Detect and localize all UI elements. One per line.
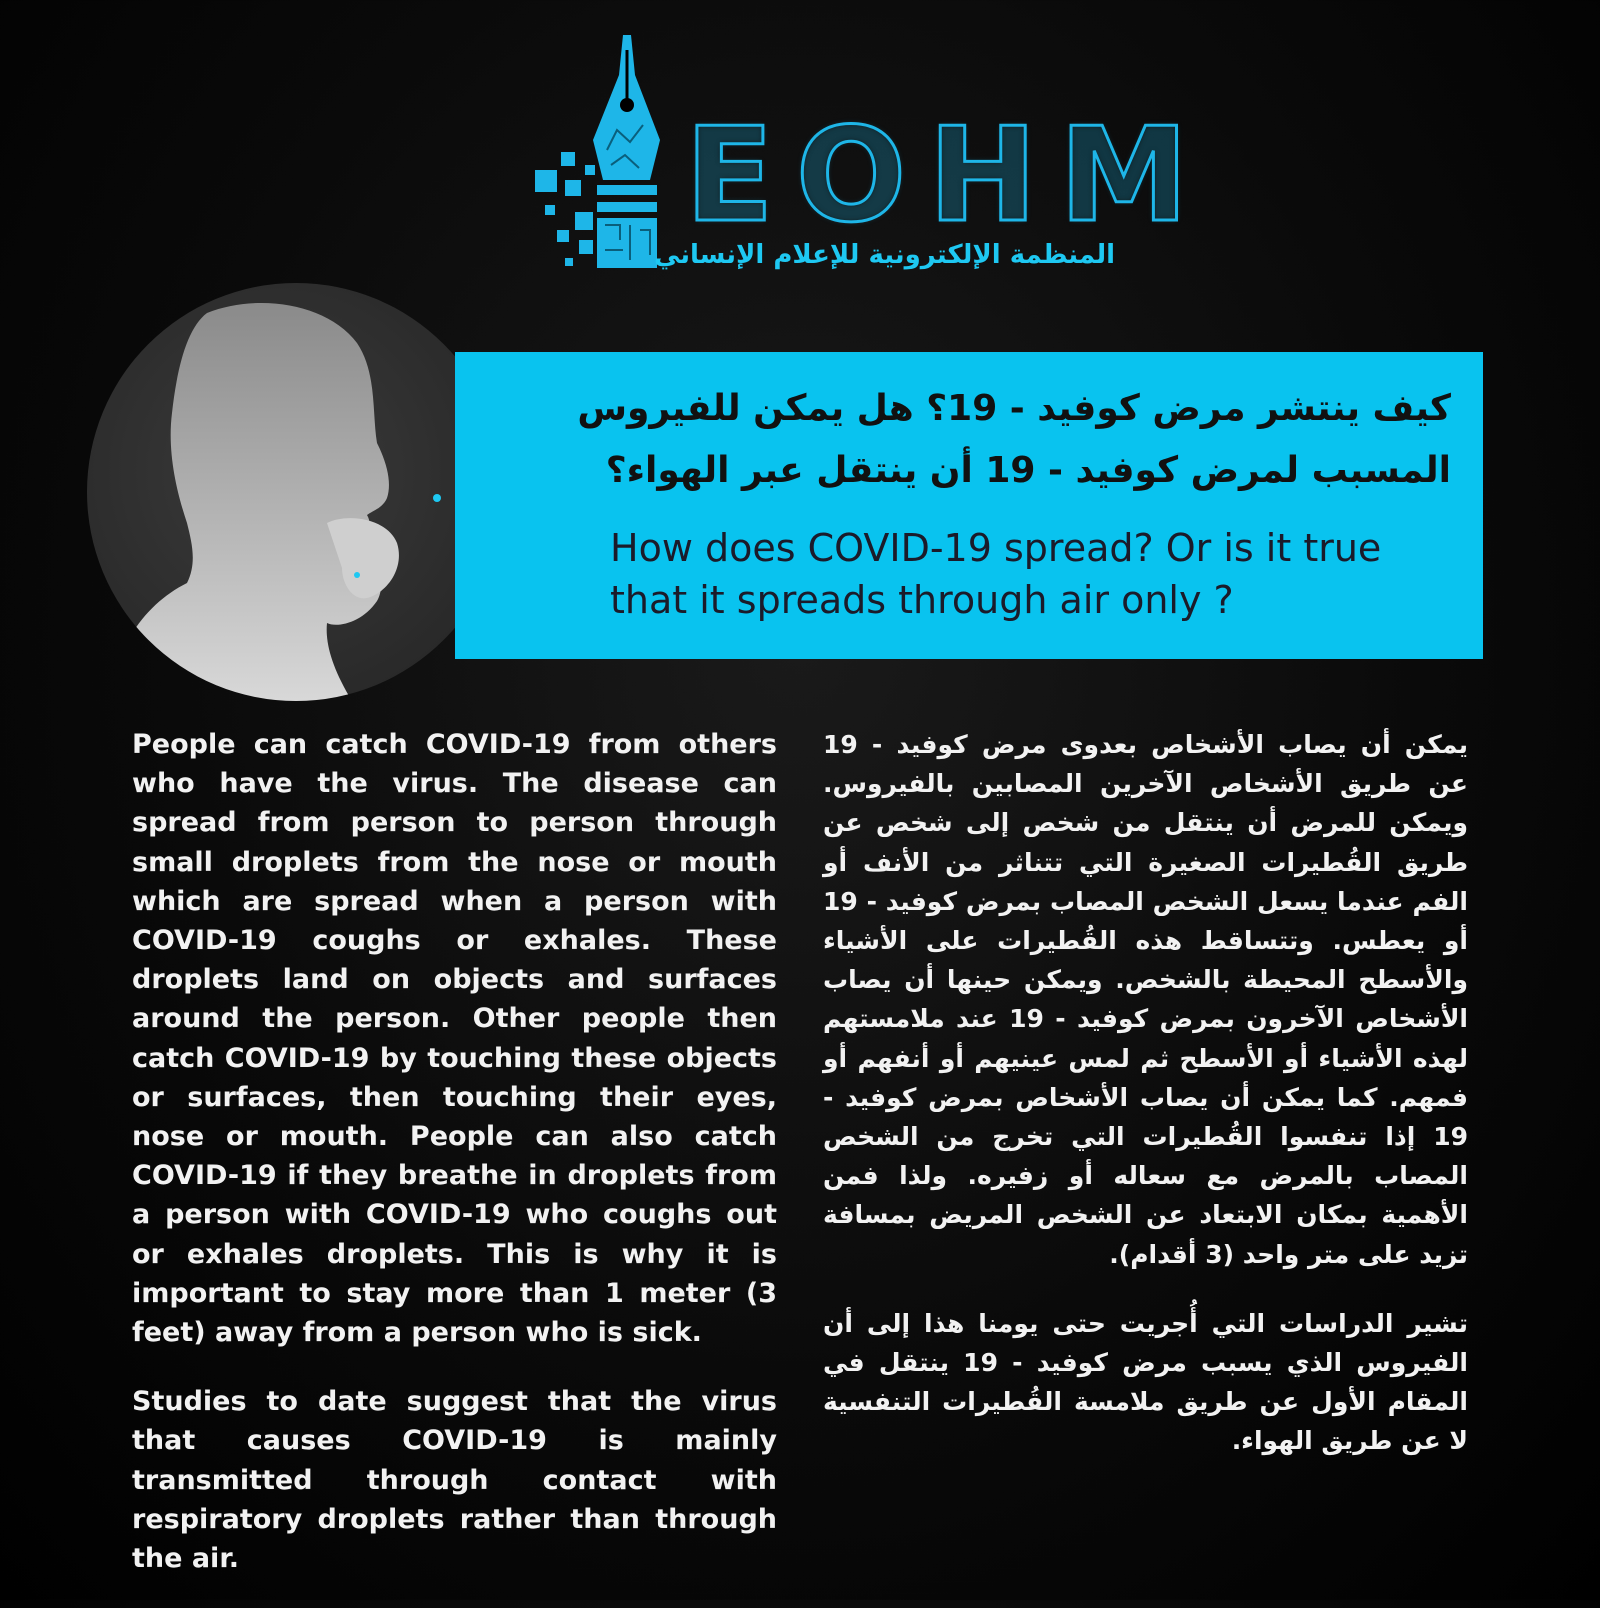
logo-wordmark [685,99,1193,251]
english-paragraph: People can catch COVID-19 from others who have the virus. The disease can spread from person to person through small droplets from the nose or mouth which are spread when a person with COVID-19 coughs or exhales. These droplets land on objects and surfaces around the person. Other people then catch COVID-19 by touching these objects or surfaces, then touching their eyes, nose or mouth. People can also catch COVID-19 if they breathe in droplets from a person with COVID-19 who coughs out or exhales droplets. This is why it is important to stay more than 1 meter (3 feet) away from a person who is sick. [132,729,777,1349]
logo-letter: E [685,99,778,251]
english-column [132,725,777,1608]
banner-title-english: How does COVID-19 spread? Or is it true that it spreads through air only ? [610,526,1382,622]
logo-letter: O [795,99,911,251]
illustration-circle [87,283,505,701]
question-banner [455,352,1483,659]
arabic-paragraph: تشير الدراسات التي أُجريت حتى يومنا هذا إلى أن الفيروس الذي يسبب مرض كوفيد - 19 ينتقل في المقام الأول عن طريق ملامسة القُطيرات التنفسية لا عن طريق الهواء. [823,1308,1468,1456]
english-paragraph: Studies to date suggest that the virus that causes COVID-19 is mainly transmitted through contact with respiratory droplets rather than through the air. [132,1386,777,1575]
arabic-paragraph: يمكن أن يصاب الأشخاص بعدوى مرض كوفيد - 19 عن طريق الأشخاص الآخرين المصابين بالفيروس. ويمكن للمرض أن ينتقل من شخص إلى شخص عن طريق القُطيرات الصغيرة التي تتناثر من الأنف أو الفم عندما يسعل الشخص المصاب بمرض كوفيد - 19 أو يعطس. وتتساقط هذه القُطيرات على الأشياء والأسطح المحيطة بالشخص. ويمكن حينها أن يصاب الأشخاص الآخرون بمرض كوفيد - 19 عند ملامستهم لهذه الأشياء أو الأسطح ثم لمس عينيهم أو أنفهم أو فمهم. كما يمكن أن يصاب الأشخاص بمرض كوفيد - 19 إذا تنفسوا القُطيرات التي تخرج من الشخص المصاب بالمرض مع سعاله أو زفيره. ولذا فمن الأهمية بمكان الابتعاد عن الشخص المريض بمسافة تزيد على متر واحد (3 أقدام). [823,730,1468,1269]
eohm-logo [535,30,1193,280]
coughing-person-silhouette-icon [87,283,505,701]
logo-letter: H [928,99,1042,251]
banner-title-arabic: كيف ينتشر مرض كوفيد - 19؟ هل يمكن للفيروس المسبب لمرض كوفيد - 19 أن ينتقل عبر الهواء؟ [577,388,1451,491]
logo-letter: M [1059,99,1193,251]
logo-subtitle: المنظمة الإلكترونية للإعلام الإنساني [653,240,1115,270]
arabic-column [823,725,1468,1491]
